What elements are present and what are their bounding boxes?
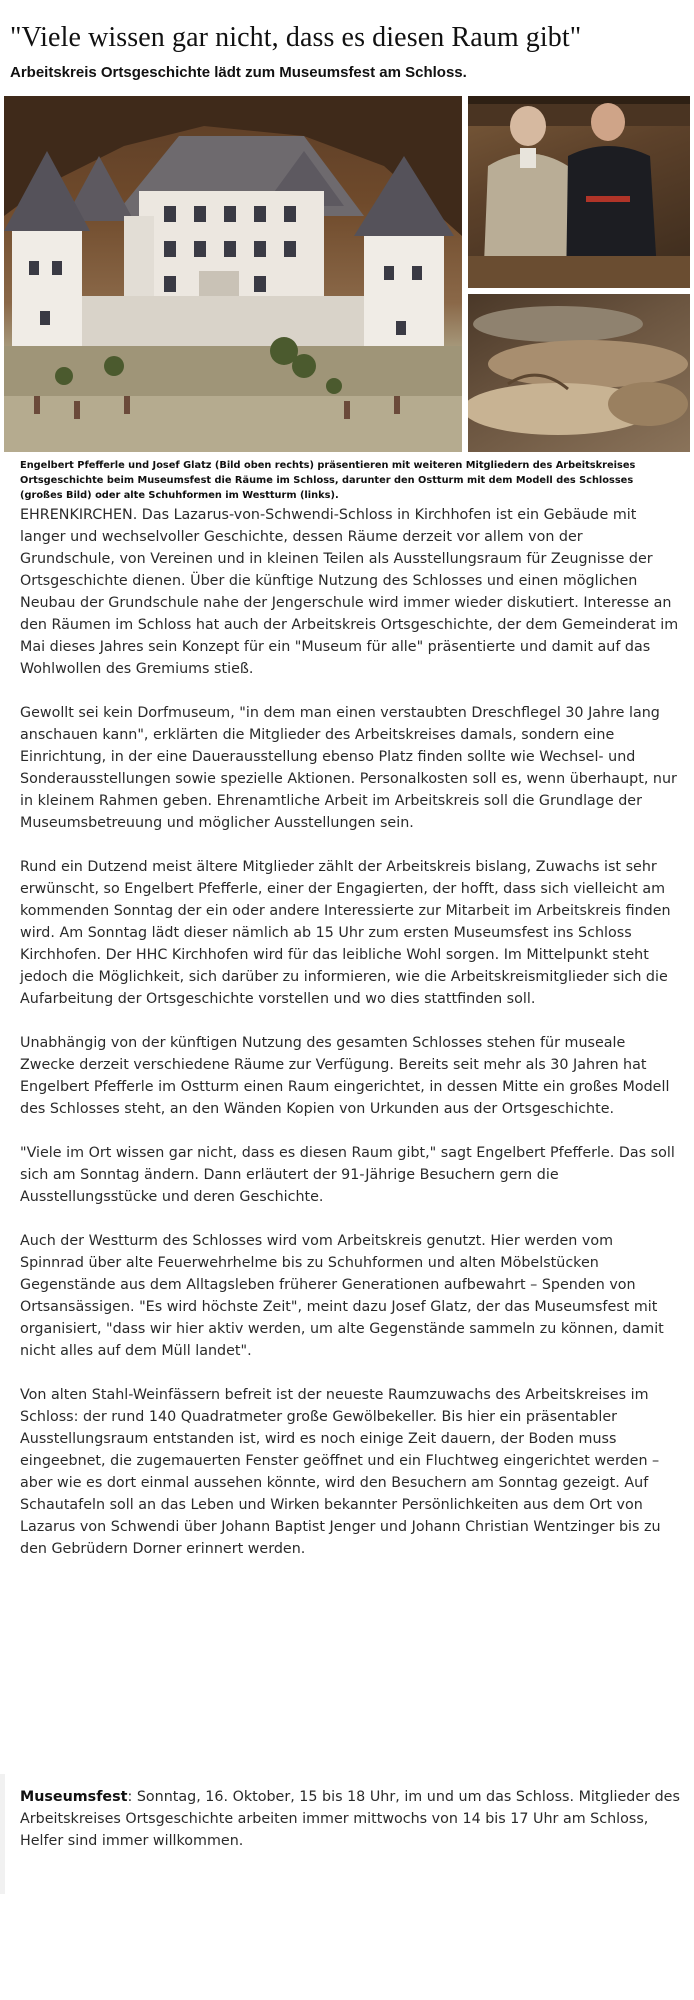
castle-model-illustration (4, 96, 462, 452)
article-paragraph: EHRENKIRCHEN. Das Lazarus-von-Schwendi-Schloss in Kirchhofen ist ein Gebäude mit langer und wechselvoller Geschichte, dessen Räume derzeit vor allem von der Grundschule, von Vereinen und in kleinen Teilen als Ausstellungsraum für Zeugnisse der Ortsgeschichte dienen. Über die künftige Nutzung des Schlosses und einen möglichen Neubau der Grundschule nahe der Jengerschule wird immer wieder diskutiert. Interesse an den Räumen im Schloss hat auch der Arbeitskreis Ortsgeschichte, der dem Gemeinderat im Mai dieses Jahres sein Konzept für ein "Museum für alle" präsentierte und damit auf das Wohlwollen des Gremiums stieß. (20, 507, 679, 677)
article-paragraph: "Viele im Ort wissen gar nicht, dass es diesen Raum gibt," sagt Engelbert Pfefferle. Das soll sich am Sonntag ändern. Dann erläutert der 91-Jährige Besuchern gern die Ausstellungsstücke und deren Geschichte. (20, 1145, 675, 1205)
article-paragraph: Gewollt sei kein Dorfmuseum, "in dem man einen verstaubten Dreschflegel 30 Jahre lang anschauen kann", erklärten die Mitglieder des Arbeitskreises damals, sondern eine Einrichtung, in der eine Dauerausstellung ebenso Platz finden sollte wie Wechsel- und Sonderausstellungen sowie spezielle Aktionen. Personalkosten soll es, wenn überhaupt, nur in kleinem Rahmen geben. Ehrenamtliche Arbeit im Arbeitskreis soll die Grundlage der Museumsbetreuung und möglicher Ausstellungen sein. (20, 705, 677, 831)
subheadline: Arbeitskreis Ortsgeschichte lädt zum Museumsfest am Schloss. (10, 64, 467, 81)
event-info-text: : Sonntag, 16. Oktober, 15 bis 18 Uhr, im und um das Schloss. Mitglieder des Arbeitskreises Ortsgeschichte arbeiten immer mittwochs von 14 bis 17 Uhr am Schloss, Helfer sind immer willkommen. (20, 1789, 680, 1849)
article-paragraph: Von alten Stahl-Weinfässern befreit ist der neueste Raumzuwachs des Arbeitskreises im Schloss: der rund 140 Quadratmeter große Gewölbekeller. Bis hier ein präsentabler Ausstellungsraum entstanden ist, wird es noch einige Zeit dauern, der Boden muss eingeebnet, die zugemauerten Fenster geöffnet und ein Fluchtweg eingerichtet werden – aber wie es dort einmal aussehen könnte, wird den Besuchern am Sonntag gezeigt. Auf Schautafeln soll an das Leben und Wirken bekannter Persönlichkeiten aus dem Ort von Lazarus von Schwendi über Johann Baptist Jenger und Johann Christian Wentzinger bis zu den Gebrüdern Dorner erinnert werden. (20, 1387, 661, 1557)
article-paragraph: Unabhängig von der künftigen Nutzung des gesamten Schlosses stehen für museale Zwecke derzeit verschiedene Räume zur Verfügung. Bereits seit mehr als 30 Jahren hat Engelbert Pfefferle im Ostturm einen Raum eingerichtet, in dessen Mitte ein großes Modell des Schlosses steht, an den Wänden Kopien von Urkunden aus der Ortsgeschichte. (20, 1035, 670, 1117)
article-body (20, 504, 680, 1582)
event-info (20, 1786, 680, 1852)
two-men-photo (468, 96, 690, 288)
shoe-lasts-photo (468, 294, 690, 452)
event-info-label: Museumsfest (20, 1789, 128, 1805)
photo-caption: Engelbert Pfefferle und Josef Glatz (Bild oben rechts) präsentieren mit weiteren Mitgliedern des Arbeitskreises Ortsgeschichte beim Museumsfest die Räume im Schloss, darunter den Ostturm mit dem Modell des Schlosses (großes Bild) oder alte Schuhformen im Westturm (links). (20, 460, 636, 501)
article-paragraph: Auch der Westturm des Schlosses wird vom Arbeitskreis genutzt. Hier werden vom Spinnrad über alte Feuerwehrhelme bis zu Schuhformen und alten Möbelstücken Gegenstände aus dem Alltagsleben früherer Generationen aufbewahrt – Spenden von Ortsansässigen. "Es wird höchste Zeit", meint dazu Josef Glatz, der das Museumsfest mit organisiert, "dass wir hier aktiv werden, um alte Gegenstände sammeln zu können, damit nicht alles auf dem Müll landet". (20, 1233, 664, 1359)
castle-model-photo (4, 96, 462, 452)
shoe-lasts-illustration (468, 294, 690, 452)
two-men-illustration (468, 96, 690, 288)
article-paragraph: Rund ein Dutzend meist ältere Mitglieder zählt der Arbeitskreis bislang, Zuwachs ist sehr erwünscht, so Engelbert Pfefferle, einer der Engagierten, der hofft, dass sich vielleicht am kommenden Sonntag der ein oder andere Interessierte zur Mitarbeit im Arbeitskreis finden wird. Am Sonntag lädt dieser nämlich ab 15 Uhr zum ersten Museumsfest ins Schloss Kirchhofen. Der HHC Kirchhofen wird für das leibliche Wohl sorgen. Im Mittelpunkt steht jedoch die Möglichkeit, sich darüber zu informieren, wie die Arbeitskreismitglieder sich die Aufarbeitung der Ortsgeschichte vorstellen und wo dies stattfinden soll. (20, 859, 671, 1007)
headline: "Viele wissen gar nicht, dass es diesen Raum gibt" (10, 22, 582, 53)
